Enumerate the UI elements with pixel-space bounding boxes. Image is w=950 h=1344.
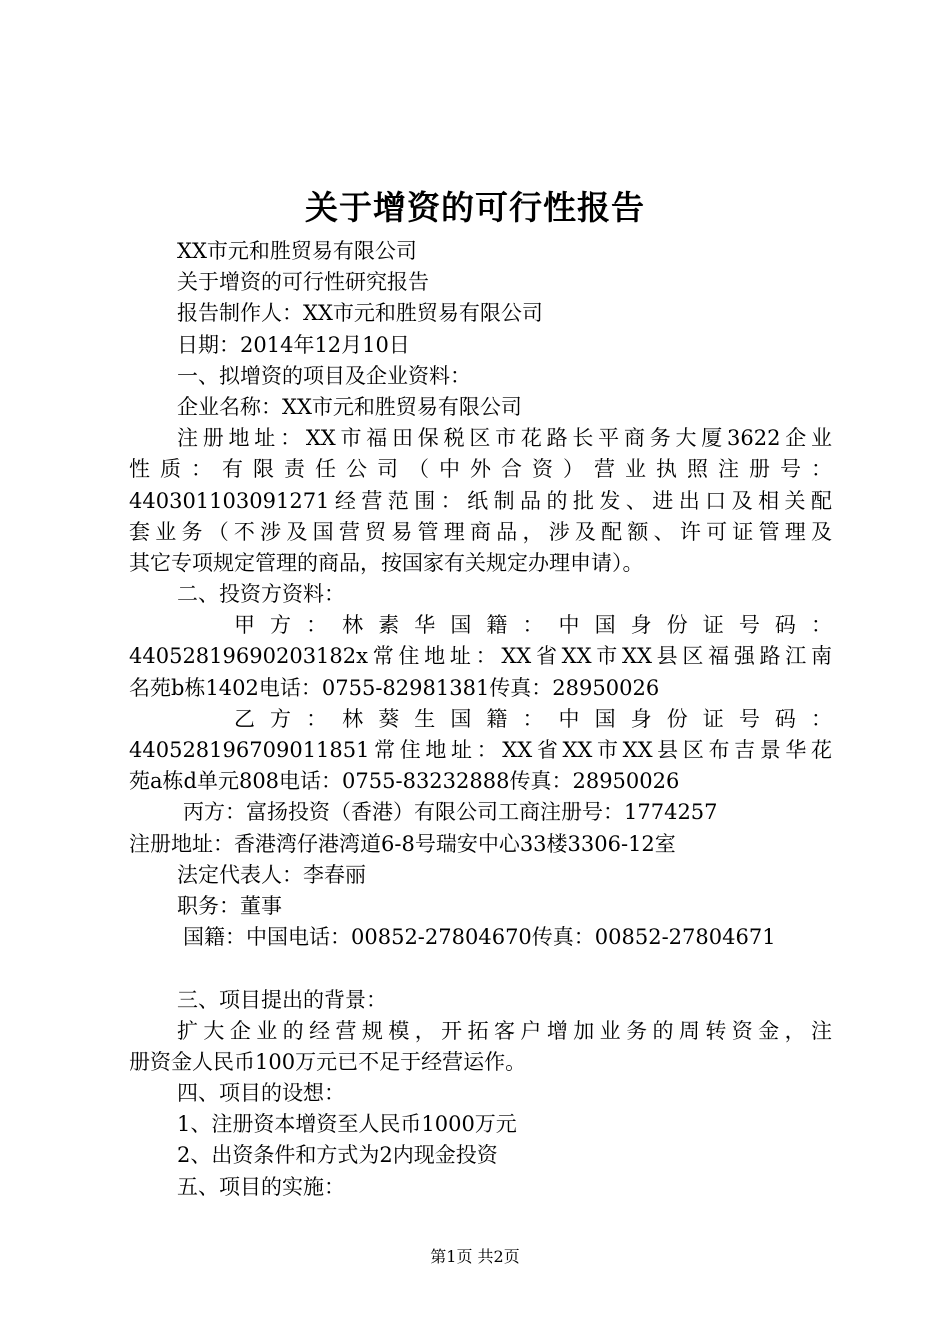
party-b-line: 苑a栋d单元808电话：0755-83232888传真：28950026 — [129, 769, 680, 794]
section-heading-1: 一、拟增资的项目及企业资料： — [177, 363, 471, 388]
paragraph-line: 册资金人民币100万元已不足于经营运作。 — [129, 1049, 527, 1074]
paragraph-line: 440301103091271经营范围：纸制品的批发、进出口及相关配 — [129, 488, 832, 513]
list-item: 1、注册资本增资至人民币1000万元 — [177, 1112, 517, 1137]
position-line: 职务：董事 — [177, 893, 282, 918]
party-a-line: 甲方：林素华国籍：中国身份证号码： — [234, 613, 832, 638]
paragraph-line: 套业务（不涉及国营贸易管理商品，涉及配额、许可证管理及 — [129, 519, 832, 544]
document-title: 关于增资的可行性报告 — [305, 188, 645, 227]
section-heading-4: 四、项目的设想： — [177, 1081, 345, 1106]
paragraph-line: 性质：有限责任公司（中外合资）营业执照注册号： — [129, 457, 832, 482]
blank-line — [129, 953, 832, 984]
enterprise-name-line: 企业名称：XX市元和胜贸易有限公司 — [177, 394, 522, 419]
document-body — [129, 236, 832, 1203]
party-a-line: 名苑b栋1402电话：0755-82981381传真：28950026 — [129, 675, 660, 700]
legal-representative-line: 法定代表人：李春丽 — [177, 862, 366, 887]
party-c-line: 注册地址：香港湾仔港湾道6-8号瑞安中心33楼3306-12室 — [129, 831, 676, 856]
report-subtitle-line: 关于增资的可行性研究报告 — [177, 270, 429, 295]
page-number-footer: 第1页 共2页 — [430, 1247, 520, 1266]
paragraph-line: 注册地址：XX市福田保税区市花路长平商务大厦3622企业 — [177, 426, 832, 451]
report-author-line: 报告制作人：XX市元和胜贸易有限公司 — [177, 301, 543, 326]
party-b-line: 440528196709011851常住地址：XX省XX市XX县区布吉景华花 — [129, 738, 832, 762]
section-heading-5: 五、项目的实施： — [177, 1174, 345, 1199]
list-item: 2、出资条件和方式为2内现金投资 — [177, 1143, 498, 1168]
party-b-line: 乙方：林葵生国籍：中国身份证号码： — [234, 706, 832, 731]
paragraph-line: 扩大企业的经营规模，开拓客户增加业务的周转资金，注 — [177, 1018, 832, 1043]
party-a-line: 44052819690203182x常住地址：XX省XX市XX县区福强路江南 — [129, 644, 832, 669]
nationality-contact-line: 国籍：中国电话：00852-27804670传真：00852-27804671 — [183, 925, 776, 950]
section-heading-3: 三、项目提出的背景： — [177, 987, 387, 1012]
paragraph-line: 其它专项规定管理的商品，按国家有关规定办理申请）。 — [129, 550, 644, 575]
company-name-line: XX市元和胜贸易有限公司 — [177, 239, 417, 263]
section-heading-2: 二、投资方资料： — [177, 582, 345, 607]
report-date-line: 日期：2014年12月10日 — [177, 332, 410, 357]
party-c-line: 丙方：富扬投资（香港）有限公司工商注册号：1774257 — [183, 800, 718, 825]
